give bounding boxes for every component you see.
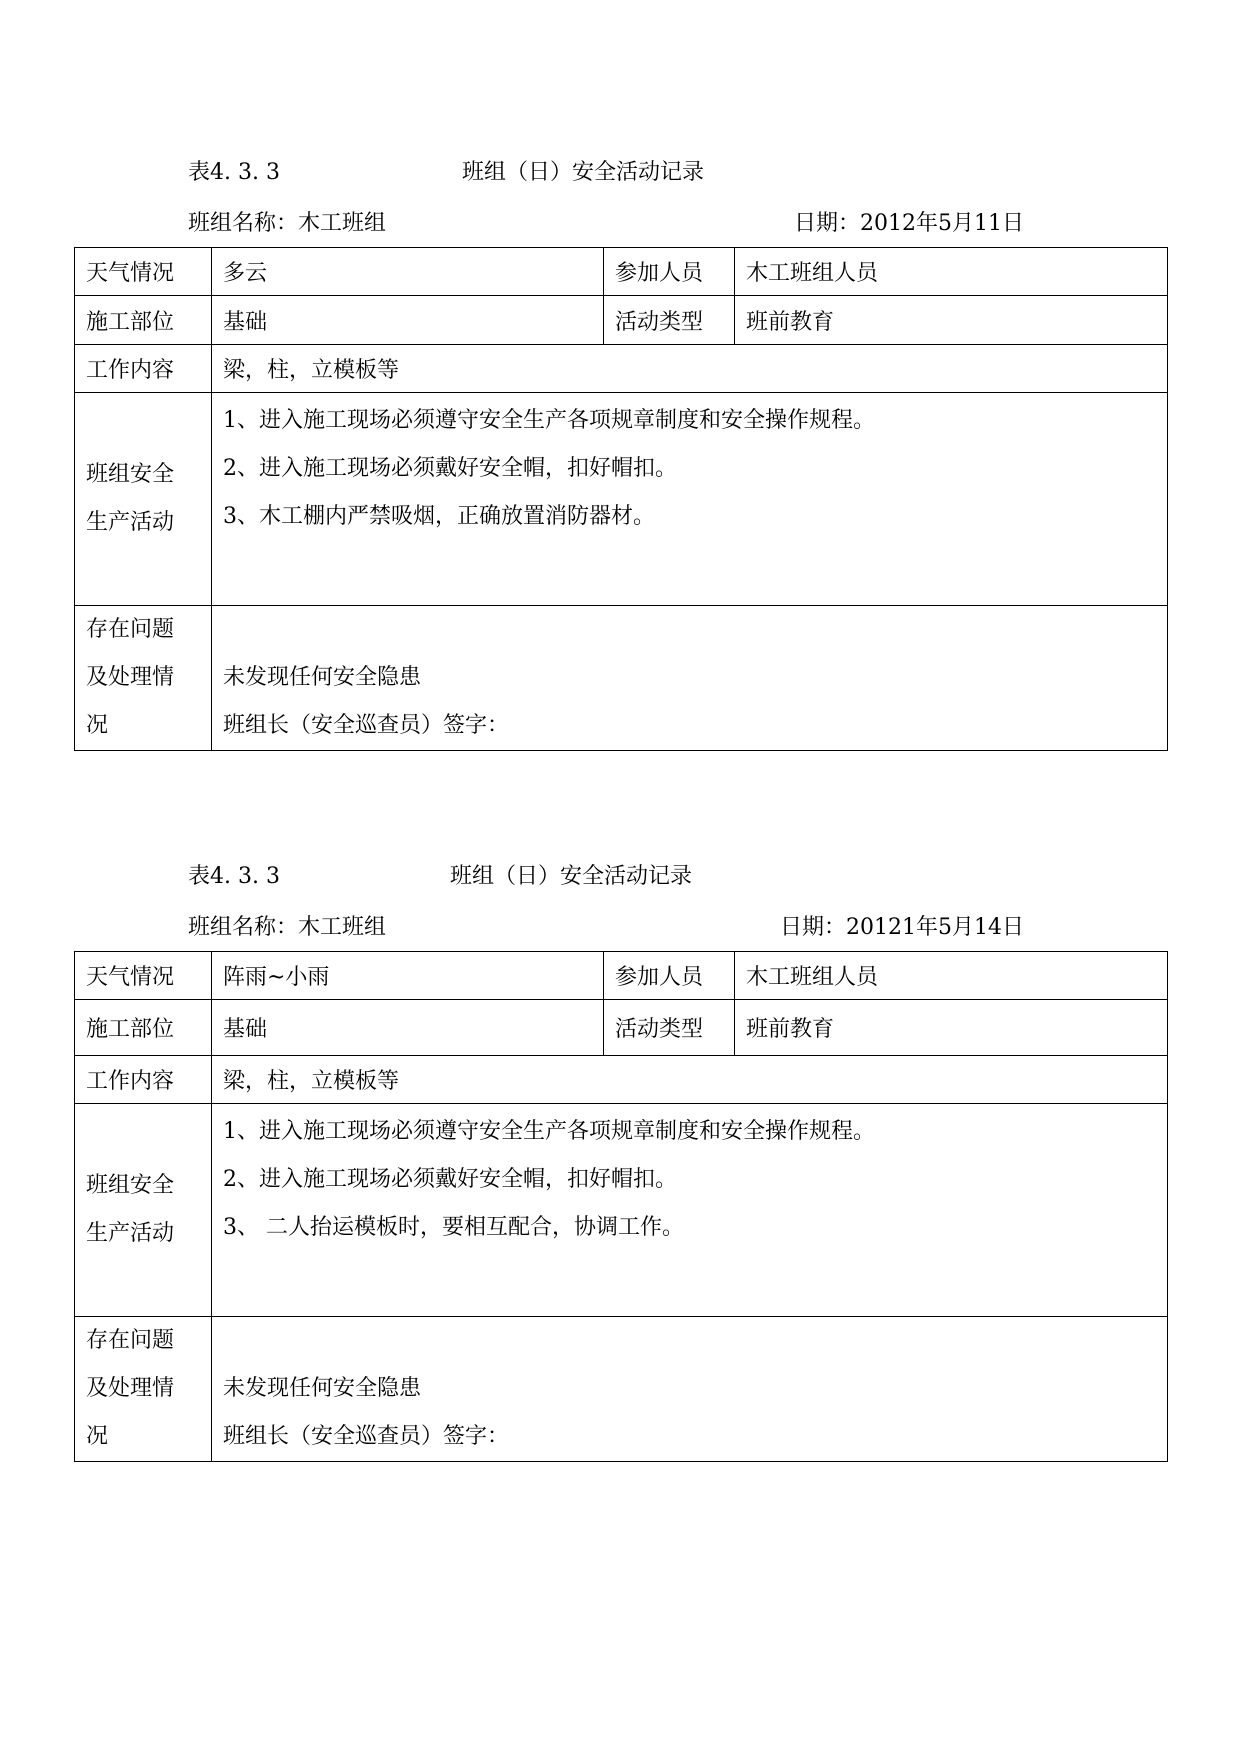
- weather-value: 多云: [212, 248, 604, 296]
- issues-label-line: 况: [86, 1424, 109, 1449]
- safety-label-line: 生产活动: [86, 510, 175, 535]
- participants-value: 木工班组人员: [735, 952, 1168, 1000]
- issues-label-line: 存在问题: [86, 617, 175, 642]
- weather-row: [75, 952, 1168, 1000]
- signature-label: 班组长（安全巡查员）签字：: [223, 713, 510, 738]
- work-value: 梁，柱，立模板等: [212, 345, 1168, 393]
- participants-value: 木工班组人员: [735, 248, 1168, 296]
- safety-item: 1、进入施工现场必须遵守安全生产各项规章制度和安全操作规程。: [223, 408, 875, 433]
- activity-type-label: 活动类型: [604, 296, 735, 345]
- work-label: 工作内容: [75, 1056, 212, 1104]
- record-table: [74, 247, 1168, 751]
- location-label: 施工部位: [75, 1000, 212, 1056]
- issues-label-line: 及处理情: [86, 665, 175, 690]
- table-number: 表4. 3. 3: [188, 160, 280, 185]
- issues-content: [212, 606, 1168, 751]
- team-name: 班组名称：木工班组: [188, 211, 387, 236]
- record-date: 日期：2012年5月11日: [794, 211, 1024, 236]
- issues-label: [75, 606, 212, 751]
- weather-label: 天气情况: [75, 952, 212, 1000]
- location-value: 基础: [212, 1000, 604, 1056]
- safety-item: 3、 二人抬运模板时，要相互配合，协调工作。: [223, 1215, 684, 1240]
- activity-type-label: 活动类型: [604, 1000, 735, 1056]
- safety-item: 3、木工棚内严禁吸烟，正确放置消防器材。: [223, 504, 655, 529]
- participants-label: 参加人员: [604, 248, 735, 296]
- location-label: 施工部位: [75, 296, 212, 345]
- weather-label: 天气情况: [75, 248, 212, 296]
- safety-label-line: 生产活动: [86, 1221, 175, 1246]
- record-title: 班组（日）安全活动记录: [462, 160, 705, 185]
- work-row: [75, 345, 1168, 393]
- issues-row: [75, 606, 1168, 751]
- location-row: [75, 1000, 1168, 1056]
- team-name: 班组名称：木工班组: [188, 915, 387, 940]
- safety-item: 1、进入施工现场必须遵守安全生产各项规章制度和安全操作规程。: [223, 1119, 875, 1144]
- work-row: [75, 1056, 1168, 1104]
- record-header: [0, 860, 1241, 894]
- safety-activity-list: [212, 393, 1168, 606]
- location-row: [75, 296, 1168, 345]
- work-label: 工作内容: [75, 345, 212, 393]
- safety-item: 2、进入施工现场必须戴好安全帽，扣好帽扣。: [223, 1167, 677, 1192]
- record-subheader: [0, 207, 1241, 241]
- activity-type-value: 班前教育: [735, 1000, 1168, 1056]
- safety-activity-row: [75, 1104, 1168, 1317]
- record-subheader: [0, 911, 1241, 945]
- work-value: 梁，柱，立模板等: [212, 1056, 1168, 1104]
- weather-row: [75, 248, 1168, 296]
- issues-content: [212, 1317, 1168, 1462]
- issues-value: 未发现任何安全隐患: [223, 665, 422, 690]
- issues-label-line: 况: [86, 713, 109, 738]
- issues-label-line: 存在问题: [86, 1328, 175, 1353]
- issues-label-line: 及处理情: [86, 1376, 175, 1401]
- safety-item: 2、进入施工现场必须戴好安全帽，扣好帽扣。: [223, 456, 677, 481]
- location-value: 基础: [212, 296, 604, 345]
- issues-row: [75, 1317, 1168, 1462]
- issues-value: 未发现任何安全隐患: [223, 1376, 422, 1401]
- safety-activity-row: [75, 393, 1168, 606]
- safety-activity-list: [212, 1104, 1168, 1317]
- record-date: 日期：20121年5月14日: [780, 915, 1024, 940]
- safety-label-line: 班组安全: [86, 1173, 175, 1198]
- activity-type-value: 班前教育: [735, 296, 1168, 345]
- record-title: 班组（日）安全活动记录: [450, 864, 693, 889]
- safety-activity-label: [75, 393, 212, 606]
- issues-label: [75, 1317, 212, 1462]
- table-number: 表4. 3. 3: [188, 864, 280, 889]
- weather-value: 阵雨~小雨: [212, 952, 604, 1000]
- safety-activity-label: [75, 1104, 212, 1317]
- signature-label: 班组长（安全巡查员）签字：: [223, 1424, 510, 1449]
- record-table: [74, 951, 1168, 1462]
- record-header: [0, 156, 1241, 190]
- safety-label-line: 班组安全: [86, 462, 175, 487]
- participants-label: 参加人员: [604, 952, 735, 1000]
